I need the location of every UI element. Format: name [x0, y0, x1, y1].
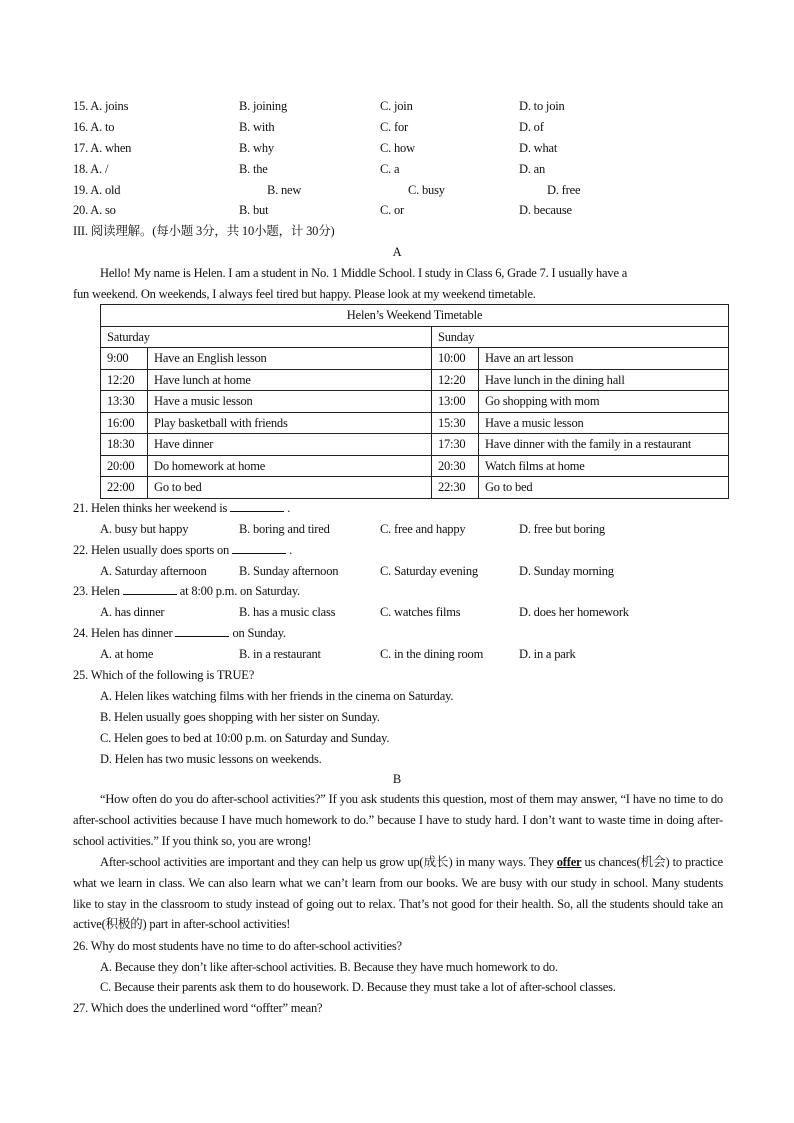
option-b: B. has a music class: [239, 605, 336, 619]
option-c: C. busy: [408, 183, 445, 197]
option-c: C. watches films: [380, 605, 461, 619]
option-c: C. Saturday evening: [380, 564, 478, 578]
table-row: 16:00 Play basketball with friends 15:30 Have a music lesson: [101, 412, 729, 434]
option-c: C. a: [380, 162, 400, 176]
option-c: C. in the dining room: [380, 647, 484, 661]
option-c: C. join: [380, 99, 413, 113]
question-27-stem: 27. Which does the underlined word “offter” mean?: [73, 1001, 323, 1015]
option-a: A. busy but happy: [100, 522, 189, 536]
option-b: B. with: [239, 120, 275, 134]
question-24-stem: 24. Helen has dinner on Sunday.: [73, 626, 286, 640]
option-d: D. because: [519, 203, 572, 217]
timetable-title: Helen’s Weekend Timetable: [101, 305, 729, 327]
table-row: 20:00 Do homework at home 20:30 Watch films at home: [101, 455, 729, 477]
option-d: D. of: [519, 120, 544, 134]
option-c: C. free and happy: [380, 522, 466, 536]
cloze-item-17: 17. A. when: [73, 141, 132, 155]
weekend-timetable: [100, 304, 729, 499]
table-row: 12:20 Have lunch at home 12:20 Have lunch in the dining hall: [101, 369, 729, 391]
question-23-stem: 23. Helen at 8:00 p.m. on Saturday.: [73, 584, 301, 598]
cloze-item-19: 19. A. old: [73, 183, 121, 197]
question-25-stem: 25. Which of the following is TRUE?: [73, 668, 255, 682]
option-d: D. what: [519, 141, 558, 155]
option-b: B. boring and tired: [239, 522, 330, 536]
option-d: D. to join: [519, 99, 565, 113]
option-d: D. Helen has two music lessons on weekends.: [100, 752, 322, 766]
question-26-stem: 26. Why do most students have no time to do after-school activities?: [73, 939, 402, 953]
option-d: D. an: [519, 162, 546, 176]
option-a: A. has dinner: [100, 605, 165, 619]
cloze-item-18: 18. A. /: [73, 162, 109, 176]
option-b: B. Helen usually goes shopping with her sister on Sunday.: [100, 710, 380, 724]
answer-blank: [232, 542, 286, 554]
passage-a-intro-line1: Hello! My name is Helen. I am a student in No. 1 Middle School. I study in Class 6, Grade 7. I usually have a: [100, 266, 628, 280]
timetable-day-saturday: Saturday: [101, 326, 432, 348]
option-b: B. Sunday afternoon: [239, 564, 339, 578]
timetable-day-sunday: Sunday: [431, 326, 728, 348]
cloze-item-15: 15. A. joins: [73, 99, 129, 113]
option-a: A. at home: [100, 647, 154, 661]
option-b: B. why: [239, 141, 274, 155]
table-row: 13:30 Have a music lesson 13:00 Go shopping with mom: [101, 391, 729, 413]
option-c: C. for: [380, 120, 408, 134]
passage-b-label: B: [392, 772, 402, 786]
question-21-stem: 21. Helen thinks her weekend is .: [73, 501, 291, 515]
option-d: D. Sunday morning: [519, 564, 614, 578]
answer-blank: [175, 625, 229, 637]
passage-b-paragraph-1: “How often do you do after-school activities?” If you ask students this question, most of them may answer, “I have no time to do after-school activities because I have much homework to do.” because I have to study hard. I don’t want to waste time in doing after-school activities.” If you think so, you are wrong!: [73, 792, 723, 848]
passage-b-paragraph-2: After-school activities are important and they can help us grow up(成长) in many ways. They offer us chances(机会) to practice what we learn in class. We can also learn what we can’t learn from our books. We are busy with our study in school. Many students like to stay in the classroom to study instead of going out to relax. That’s not good for their health. So, all the students should take an active(积极的) part in after-school activities!: [73, 855, 723, 932]
option-b: B. new: [267, 183, 302, 197]
question-26-options-line1: A. Because they don’t like after-school activities. B. Because they have much homework to do.: [100, 960, 558, 974]
option-c: C. how: [380, 141, 415, 155]
option-a: A. Saturday afternoon: [100, 564, 207, 578]
option-d: D. free: [547, 183, 581, 197]
option-b: B. in a restaurant: [239, 647, 321, 661]
option-d: D. does her homework: [519, 605, 629, 619]
answer-blank: [123, 583, 177, 595]
option-d: D. free but boring: [519, 522, 605, 536]
question-22-stem: 22. Helen usually does sports on .: [73, 543, 293, 557]
option-c: C. Helen goes to bed at 10:00 p.m. on Saturday and Sunday.: [100, 731, 390, 745]
option-b: B. the: [239, 162, 268, 176]
cloze-item-16: 16. A. to: [73, 120, 115, 134]
section-heading: III. 阅读理解。(每小题 3分，共 10小题，计 30分): [73, 224, 335, 238]
option-d: D. in a park: [519, 647, 576, 661]
answer-blank: [230, 500, 284, 512]
cloze-item-20: 20. A. so: [73, 203, 116, 217]
table-row: 22:00 Go to bed 22:30 Go to bed: [101, 477, 729, 499]
passage-a-intro-line2: fun weekend. On weekends, I always feel tired but happy. Please look at my weekend timetable.: [73, 287, 536, 301]
option-b: B. but: [239, 203, 269, 217]
question-26-options-line2: C. Because their parents ask them to do housework. D. Because they must take a lot of after-school classes.: [100, 980, 616, 994]
option-c: C. or: [380, 203, 405, 217]
table-row: 9:00 Have an English lesson 10:00 Have an art lesson: [101, 348, 729, 370]
option-b: B. joining: [239, 99, 288, 113]
option-a: A. Helen likes watching films with her friends in the cinema on Saturday.: [100, 689, 454, 703]
passage-a-label: A: [392, 245, 402, 259]
underlined-word: offer: [556, 855, 582, 869]
table-row: 18:30 Have dinner 17:30 Have dinner with the family in a restaurant: [101, 434, 729, 456]
